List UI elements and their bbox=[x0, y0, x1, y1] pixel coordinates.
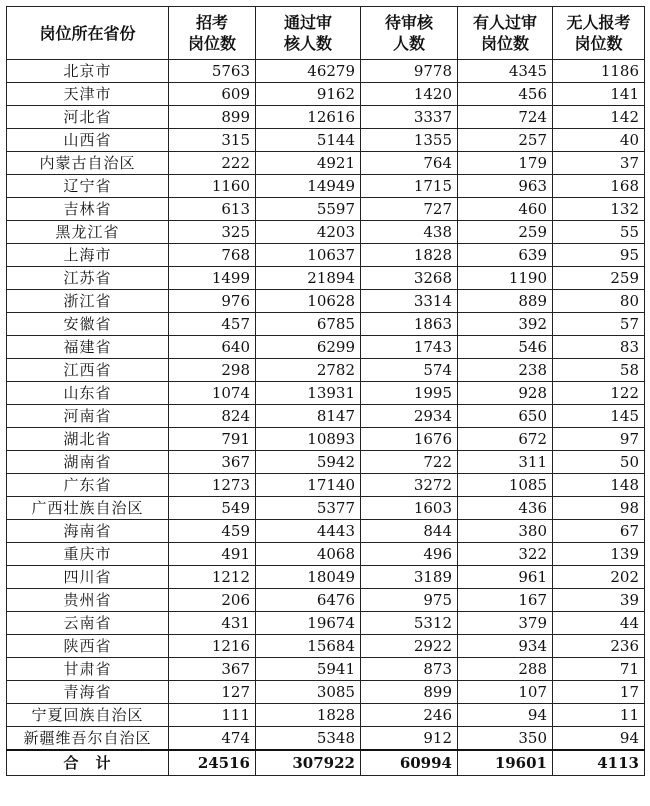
positions-no-applicants-cell: 57 bbox=[553, 313, 645, 336]
table-row bbox=[7, 727, 645, 751]
pending-review-cell: 1603 bbox=[361, 497, 458, 520]
positions-no-applicants-cell: 95 bbox=[553, 244, 645, 267]
recruit-positions-cell: 1212 bbox=[169, 566, 256, 589]
total-recruit-positions-cell: 24516 bbox=[169, 750, 256, 776]
header-positions-no-applicants bbox=[553, 7, 645, 60]
positions-no-applicants-cell: 168 bbox=[553, 175, 645, 198]
passed-review-cell: 2782 bbox=[256, 359, 361, 382]
recruit-positions-cell: 431 bbox=[169, 612, 256, 635]
recruit-positions-cell: 325 bbox=[169, 221, 256, 244]
positions-with-passed-cell: 436 bbox=[458, 497, 553, 520]
pending-review-cell: 899 bbox=[361, 681, 458, 704]
table-row bbox=[7, 635, 645, 658]
header-positions-no-applicants-line: 岗位数 bbox=[574, 34, 623, 53]
passed-review-cell: 13931 bbox=[256, 382, 361, 405]
positions-no-applicants-cell: 40 bbox=[553, 129, 645, 152]
province-cell: 安徽省 bbox=[7, 313, 169, 336]
positions-with-passed-cell: 288 bbox=[458, 658, 553, 681]
recruit-positions-cell: 976 bbox=[169, 290, 256, 313]
table-row bbox=[7, 267, 645, 290]
pending-review-cell: 3189 bbox=[361, 566, 458, 589]
passed-review-cell: 12616 bbox=[256, 106, 361, 129]
positions-with-passed-cell: 934 bbox=[458, 635, 553, 658]
province-cell: 甘肃省 bbox=[7, 658, 169, 681]
pending-review-cell: 1743 bbox=[361, 336, 458, 359]
table-row bbox=[7, 336, 645, 359]
passed-review-cell: 18049 bbox=[256, 566, 361, 589]
positions-no-applicants-cell: 67 bbox=[553, 520, 645, 543]
province-cell: 青海省 bbox=[7, 681, 169, 704]
passed-review-cell: 10628 bbox=[256, 290, 361, 313]
passed-review-cell: 1828 bbox=[256, 704, 361, 727]
positions-with-passed-cell: 380 bbox=[458, 520, 553, 543]
header-passed-review bbox=[256, 7, 361, 60]
province-cell: 江苏省 bbox=[7, 267, 169, 290]
recruit-positions-cell: 367 bbox=[169, 658, 256, 681]
table-row bbox=[7, 175, 645, 198]
table-row bbox=[7, 428, 645, 451]
province-cell: 吉林省 bbox=[7, 198, 169, 221]
table-row bbox=[7, 520, 645, 543]
pending-review-cell: 1995 bbox=[361, 382, 458, 405]
table-row bbox=[7, 221, 645, 244]
passed-review-cell: 5941 bbox=[256, 658, 361, 681]
positions-with-passed-cell: 379 bbox=[458, 612, 553, 635]
recruit-positions-cell: 459 bbox=[169, 520, 256, 543]
positions-no-applicants-cell: 139 bbox=[553, 543, 645, 566]
table-row bbox=[7, 451, 645, 474]
province-cell: 福建省 bbox=[7, 336, 169, 359]
recruit-positions-cell: 899 bbox=[169, 106, 256, 129]
header-recruit-positions bbox=[169, 7, 256, 60]
positions-no-applicants-cell: 39 bbox=[553, 589, 645, 612]
recruit-positions-cell: 222 bbox=[169, 152, 256, 175]
table-row bbox=[7, 566, 645, 589]
province-cell: 河北省 bbox=[7, 106, 169, 129]
positions-no-applicants-cell: 142 bbox=[553, 106, 645, 129]
recruit-positions-cell: 549 bbox=[169, 497, 256, 520]
pending-review-cell: 3272 bbox=[361, 474, 458, 497]
positions-no-applicants-cell: 145 bbox=[553, 405, 645, 428]
table-row bbox=[7, 313, 645, 336]
province-cell: 海南省 bbox=[7, 520, 169, 543]
table-row bbox=[7, 405, 645, 428]
header-positions-with-passed bbox=[458, 7, 553, 60]
passed-review-cell: 4203 bbox=[256, 221, 361, 244]
province-cell: 贵州省 bbox=[7, 589, 169, 612]
province-cell: 四川省 bbox=[7, 566, 169, 589]
passed-review-cell: 5597 bbox=[256, 198, 361, 221]
header-province bbox=[7, 7, 169, 60]
passed-review-cell: 46279 bbox=[256, 60, 361, 83]
passed-review-cell: 5348 bbox=[256, 727, 361, 751]
positions-no-applicants-cell: 94 bbox=[553, 727, 645, 751]
recruit-positions-cell: 1216 bbox=[169, 635, 256, 658]
province-cell: 湖北省 bbox=[7, 428, 169, 451]
pending-review-cell: 975 bbox=[361, 589, 458, 612]
pending-review-cell: 496 bbox=[361, 543, 458, 566]
province-cell: 内蒙古自治区 bbox=[7, 152, 169, 175]
recruit-positions-cell: 491 bbox=[169, 543, 256, 566]
positions-with-passed-cell: 238 bbox=[458, 359, 553, 382]
pending-review-cell: 2934 bbox=[361, 405, 458, 428]
recruit-positions-cell: 824 bbox=[169, 405, 256, 428]
passed-review-cell: 6299 bbox=[256, 336, 361, 359]
positions-with-passed-cell: 639 bbox=[458, 244, 553, 267]
table-row bbox=[7, 382, 645, 405]
recruit-positions-cell: 111 bbox=[169, 704, 256, 727]
positions-no-applicants-cell: 141 bbox=[553, 83, 645, 106]
province-cell: 黑龙江省 bbox=[7, 221, 169, 244]
recruit-positions-cell: 5763 bbox=[169, 60, 256, 83]
positions-with-passed-cell: 311 bbox=[458, 451, 553, 474]
province-cell: 江西省 bbox=[7, 359, 169, 382]
positions-no-applicants-cell: 1186 bbox=[553, 60, 645, 83]
pending-review-cell: 1420 bbox=[361, 83, 458, 106]
pending-review-cell: 722 bbox=[361, 451, 458, 474]
recruit-positions-cell: 474 bbox=[169, 727, 256, 751]
positions-no-applicants-cell: 97 bbox=[553, 428, 645, 451]
province-cell: 北京市 bbox=[7, 60, 169, 83]
province-cell: 浙江省 bbox=[7, 290, 169, 313]
positions-no-applicants-cell: 50 bbox=[553, 451, 645, 474]
pending-review-cell: 873 bbox=[361, 658, 458, 681]
table-row bbox=[7, 198, 645, 221]
table-row bbox=[7, 612, 645, 635]
header-province-line: 岗位所在省份 bbox=[39, 23, 136, 43]
table-row bbox=[7, 543, 645, 566]
recruit-positions-cell: 457 bbox=[169, 313, 256, 336]
table-body bbox=[7, 60, 645, 751]
positions-with-passed-cell: 259 bbox=[458, 221, 553, 244]
positions-with-passed-cell: 963 bbox=[458, 175, 553, 198]
recruit-positions-cell: 1074 bbox=[169, 382, 256, 405]
positions-with-passed-cell: 257 bbox=[458, 129, 553, 152]
pending-review-cell: 3337 bbox=[361, 106, 458, 129]
positions-no-applicants-cell: 37 bbox=[553, 152, 645, 175]
recruit-positions-cell: 768 bbox=[169, 244, 256, 267]
province-cell: 重庆市 bbox=[7, 543, 169, 566]
pending-review-cell: 764 bbox=[361, 152, 458, 175]
pending-review-cell: 727 bbox=[361, 198, 458, 221]
header-passed-review-line: 核人数 bbox=[283, 34, 332, 53]
recruit-positions-cell: 127 bbox=[169, 681, 256, 704]
table-row bbox=[7, 152, 645, 175]
positions-no-applicants-cell: 58 bbox=[553, 359, 645, 382]
pending-review-cell: 438 bbox=[361, 221, 458, 244]
table-row bbox=[7, 359, 645, 382]
passed-review-cell: 21894 bbox=[256, 267, 361, 290]
pending-review-cell: 3268 bbox=[361, 267, 458, 290]
positions-no-applicants-cell: 98 bbox=[553, 497, 645, 520]
positions-with-passed-cell: 167 bbox=[458, 589, 553, 612]
positions-with-passed-cell: 107 bbox=[458, 681, 553, 704]
positions-no-applicants-cell: 17 bbox=[553, 681, 645, 704]
passed-review-cell: 3085 bbox=[256, 681, 361, 704]
positions-with-passed-cell: 672 bbox=[458, 428, 553, 451]
province-cell: 山东省 bbox=[7, 382, 169, 405]
table-row bbox=[7, 681, 645, 704]
positions-no-applicants-cell: 11 bbox=[553, 704, 645, 727]
pending-review-cell: 844 bbox=[361, 520, 458, 543]
positions-with-passed-cell: 1190 bbox=[458, 267, 553, 290]
recruit-positions-cell: 609 bbox=[169, 83, 256, 106]
passed-review-cell: 4443 bbox=[256, 520, 361, 543]
province-cell: 陕西省 bbox=[7, 635, 169, 658]
table-row bbox=[7, 474, 645, 497]
pending-review-cell: 574 bbox=[361, 359, 458, 382]
recruit-positions-cell: 791 bbox=[169, 428, 256, 451]
positions-no-applicants-cell: 236 bbox=[553, 635, 645, 658]
province-cell: 上海市 bbox=[7, 244, 169, 267]
passed-review-cell: 10637 bbox=[256, 244, 361, 267]
header-recruit-positions-line: 招考 bbox=[195, 13, 228, 32]
pending-review-cell: 1676 bbox=[361, 428, 458, 451]
pending-review-cell: 912 bbox=[361, 727, 458, 751]
total-positions-no-applicants-cell: 4113 bbox=[553, 750, 645, 776]
province-cell: 河南省 bbox=[7, 405, 169, 428]
recruit-positions-cell: 640 bbox=[169, 336, 256, 359]
passed-review-cell: 14949 bbox=[256, 175, 361, 198]
header-pending-review-line: 待审核 bbox=[384, 13, 433, 32]
header-recruit-positions-line: 岗位数 bbox=[187, 34, 236, 53]
header-pending-review-line: 人数 bbox=[392, 34, 425, 53]
total-positions-with-passed-cell: 19601 bbox=[458, 750, 553, 776]
province-cell: 云南省 bbox=[7, 612, 169, 635]
table-row bbox=[7, 589, 645, 612]
header-positions-with-passed-line: 岗位数 bbox=[480, 34, 529, 53]
pending-review-cell: 1828 bbox=[361, 244, 458, 267]
province-cell: 新疆维吾尔自治区 bbox=[7, 727, 169, 751]
recruit-positions-cell: 315 bbox=[169, 129, 256, 152]
header-row bbox=[7, 7, 645, 60]
total-pending-review-cell: 60994 bbox=[361, 750, 458, 776]
positions-no-applicants-cell: 83 bbox=[553, 336, 645, 359]
table-row bbox=[7, 129, 645, 152]
passed-review-cell: 5144 bbox=[256, 129, 361, 152]
table-row bbox=[7, 83, 645, 106]
pending-review-cell: 1355 bbox=[361, 129, 458, 152]
total-row bbox=[7, 750, 645, 776]
positions-with-passed-cell: 928 bbox=[458, 382, 553, 405]
positions-with-passed-cell: 889 bbox=[458, 290, 553, 313]
recruit-positions-cell: 613 bbox=[169, 198, 256, 221]
header-pending-review bbox=[361, 7, 458, 60]
passed-review-cell: 10893 bbox=[256, 428, 361, 451]
pending-review-cell: 2922 bbox=[361, 635, 458, 658]
positions-with-passed-cell: 4345 bbox=[458, 60, 553, 83]
province-cell: 广东省 bbox=[7, 474, 169, 497]
positions-no-applicants-cell: 44 bbox=[553, 612, 645, 635]
province-cell: 天津市 bbox=[7, 83, 169, 106]
positions-with-passed-cell: 322 bbox=[458, 543, 553, 566]
positions-with-passed-cell: 724 bbox=[458, 106, 553, 129]
recruit-positions-cell: 298 bbox=[169, 359, 256, 382]
positions-with-passed-cell: 350 bbox=[458, 727, 553, 751]
table-row bbox=[7, 290, 645, 313]
positions-with-passed-cell: 650 bbox=[458, 405, 553, 428]
province-cell: 山西省 bbox=[7, 129, 169, 152]
passed-review-cell: 5377 bbox=[256, 497, 361, 520]
province-cell: 广西壮族自治区 bbox=[7, 497, 169, 520]
pending-review-cell: 1863 bbox=[361, 313, 458, 336]
passed-review-cell: 6785 bbox=[256, 313, 361, 336]
pending-review-cell: 1715 bbox=[361, 175, 458, 198]
passed-review-cell: 5942 bbox=[256, 451, 361, 474]
table-row bbox=[7, 244, 645, 267]
positions-with-passed-cell: 460 bbox=[458, 198, 553, 221]
total-province-cell: 合 计 bbox=[7, 750, 169, 776]
recruit-positions-cell: 367 bbox=[169, 451, 256, 474]
positions-with-passed-cell: 392 bbox=[458, 313, 553, 336]
positions-no-applicants-cell: 148 bbox=[553, 474, 645, 497]
passed-review-cell: 15684 bbox=[256, 635, 361, 658]
total-passed-review-cell: 307922 bbox=[256, 750, 361, 776]
positions-no-applicants-cell: 202 bbox=[553, 566, 645, 589]
recruit-positions-cell: 206 bbox=[169, 589, 256, 612]
positions-no-applicants-cell: 259 bbox=[553, 267, 645, 290]
header-passed-review-line: 通过审 bbox=[283, 13, 332, 32]
pending-review-cell: 5312 bbox=[361, 612, 458, 635]
passed-review-cell: 17140 bbox=[256, 474, 361, 497]
recruit-positions-cell: 1499 bbox=[169, 267, 256, 290]
recruit-positions-cell: 1273 bbox=[169, 474, 256, 497]
province-cell: 辽宁省 bbox=[7, 175, 169, 198]
passed-review-cell: 4068 bbox=[256, 543, 361, 566]
recruit-positions-cell: 1160 bbox=[169, 175, 256, 198]
passed-review-cell: 19674 bbox=[256, 612, 361, 635]
positions-with-passed-cell: 546 bbox=[458, 336, 553, 359]
table-row bbox=[7, 704, 645, 727]
pending-review-cell: 3314 bbox=[361, 290, 458, 313]
province-cell: 宁夏回族自治区 bbox=[7, 704, 169, 727]
passed-review-cell: 6476 bbox=[256, 589, 361, 612]
passed-review-cell: 9162 bbox=[256, 83, 361, 106]
pending-review-cell: 246 bbox=[361, 704, 458, 727]
header-positions-no-applicants-line: 无人报考 bbox=[566, 13, 631, 32]
table-row bbox=[7, 106, 645, 129]
positions-with-passed-cell: 961 bbox=[458, 566, 553, 589]
passed-review-cell: 4921 bbox=[256, 152, 361, 175]
province-cell: 湖南省 bbox=[7, 451, 169, 474]
positions-with-passed-cell: 456 bbox=[458, 83, 553, 106]
pending-review-cell: 9778 bbox=[361, 60, 458, 83]
table-row bbox=[7, 658, 645, 681]
positions-no-applicants-cell: 122 bbox=[553, 382, 645, 405]
positions-no-applicants-cell: 132 bbox=[553, 198, 645, 221]
header-positions-with-passed-line: 有人过审 bbox=[472, 13, 537, 32]
table-row bbox=[7, 60, 645, 83]
province-positions-table bbox=[6, 6, 645, 776]
table-row bbox=[7, 497, 645, 520]
positions-with-passed-cell: 179 bbox=[458, 152, 553, 175]
positions-with-passed-cell: 1085 bbox=[458, 474, 553, 497]
passed-review-cell: 8147 bbox=[256, 405, 361, 428]
positions-no-applicants-cell: 55 bbox=[553, 221, 645, 244]
positions-no-applicants-cell: 80 bbox=[553, 290, 645, 313]
positions-with-passed-cell: 94 bbox=[458, 704, 553, 727]
positions-no-applicants-cell: 71 bbox=[553, 658, 645, 681]
